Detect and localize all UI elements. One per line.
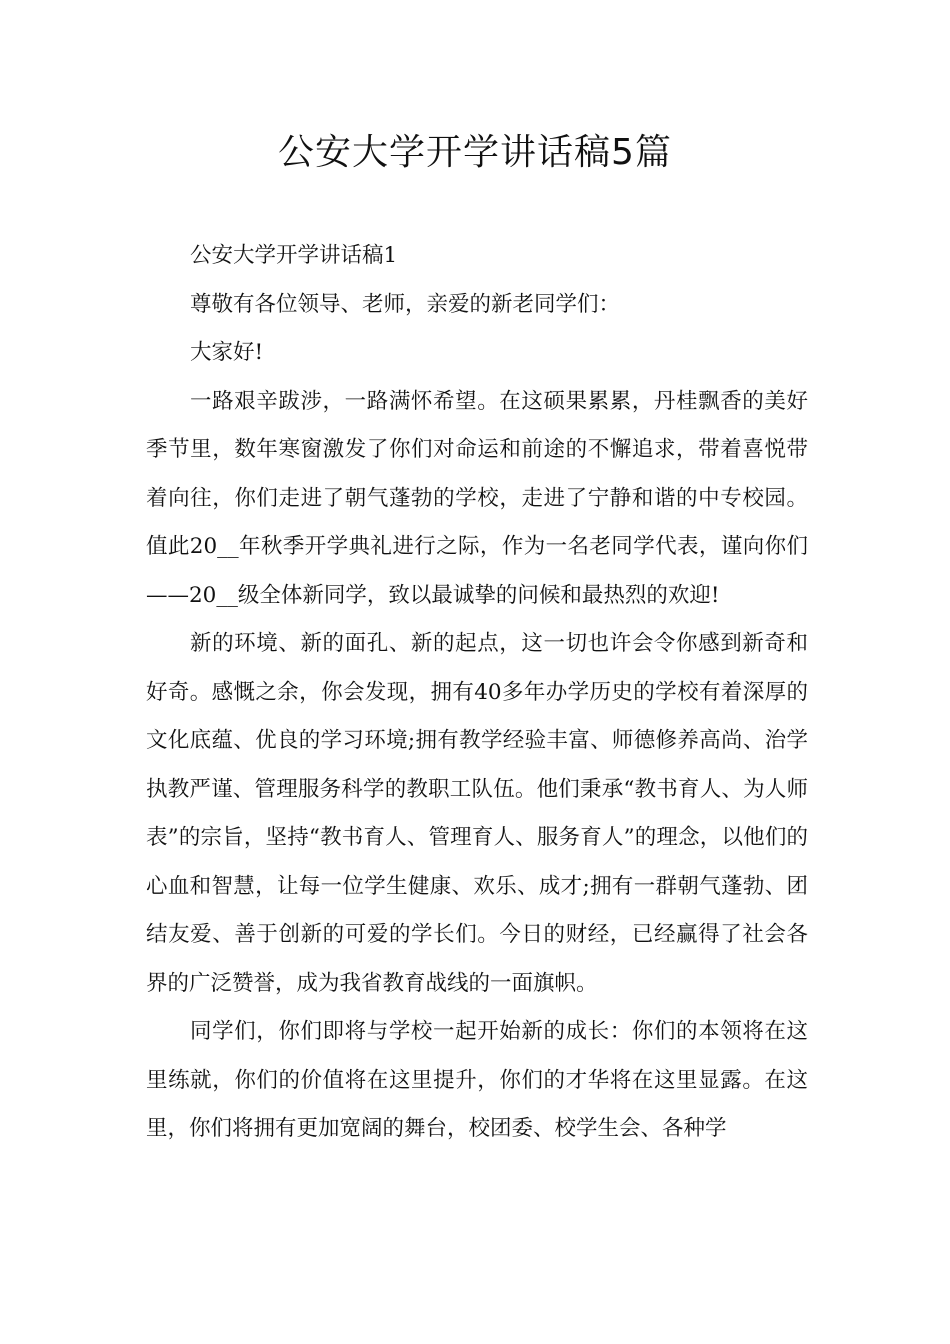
paragraph: 新的环境、新的面孔、新的起点，这一切也许会令你感到新奇和好奇。感慨之余，你会发现，拥有40多年办学历史的学校有着深厚的文化底蕴、优良的学习环境;拥有教学经验丰富、师德修养高尚、治学执教严谨、管理服务科学的教职工队伍。他们秉承“教书育人、为人师表”的宗旨，坚持“教书育人、管理育人、服务育人”的理念，以他们的心血和智慧，让每一位学生健康、欢乐、成才;拥有一群朝气蓬勃、团结友爱、善于创新的可爱的学长们。今日的财经，已经赢得了社会各界的广泛赞誉，成为我省教育战线的一面旗帜。 bbox=[146, 631, 808, 996]
paragraph-hello: 大家好! bbox=[190, 340, 264, 365]
paragraph: 一路艰辛跋涉，一路满怀希望。在这硕果累累，丹桂飘香的美好季节里，数年寒窗激发了你们对命运和前途的不懈追求，带着喜悦带着向往，你们走进了朝气蓬勃的学校，走进了宁静和谐的中专校园。值此20__年秋季开学典礼进行之际，作为一名老同学代表，谨向你们——20__级全体新同学，致以最诚挚的问候和最热烈的欢迎! bbox=[146, 388, 808, 608]
paragraph: 同学们，你们即将与学校一起开始新的成长：你们的本领将在这里练就，你们的价值将在这里提升，你们的才华将在这里显露。在这里，你们将拥有更加宽阔的舞台，校团委、校学生会、各种学 bbox=[146, 1019, 808, 1141]
paragraph-greeting: 尊敬有各位领导、老师，亲爱的新老同学们： bbox=[190, 291, 621, 317]
document-title: 公安大学开学讲话稿5篇 bbox=[278, 132, 672, 173]
document-body bbox=[146, 232, 808, 1154]
paragraph-heading: 公安大学开学讲话稿1 bbox=[190, 243, 398, 268]
